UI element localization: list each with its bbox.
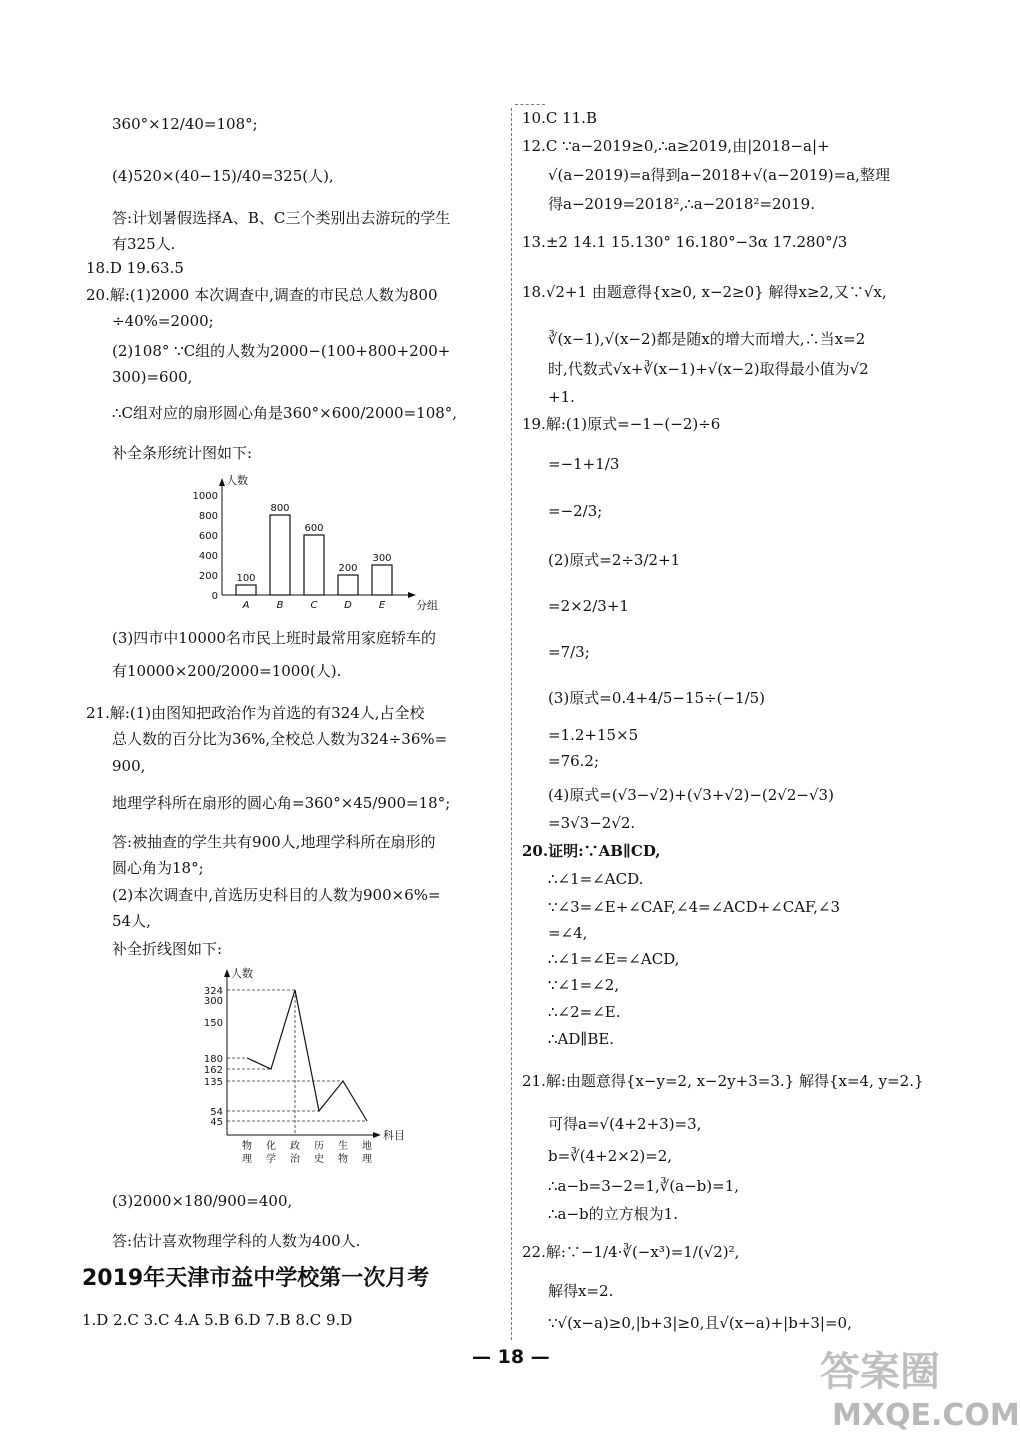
text-line: 答:被抽查的学生共有900人,地理学科所在扇形的 xyxy=(112,833,436,851)
text-line: 13.±2 14.1 15.130° 16.180°−3α 17.280°/3 xyxy=(522,233,848,251)
text-line: 18.√2+1 由题意得{x≥0, x−2≥0} 解得x≥2,又∵√x, xyxy=(522,283,887,301)
x-tick-label-top: 化 xyxy=(266,1141,276,1152)
watermark-url: MXQE.COM xyxy=(832,1398,1020,1433)
bar-chart xyxy=(180,470,440,620)
bar-value-label: 200 xyxy=(338,563,358,574)
x-tick-label: D xyxy=(344,600,352,611)
y-tick-label: 200 xyxy=(198,571,218,582)
text-line: ∴∠2=∠E. xyxy=(548,1003,621,1021)
bar xyxy=(270,515,290,595)
text-line: =7/3; xyxy=(548,643,590,661)
bar xyxy=(236,585,256,595)
x-tick-label-top: 生 xyxy=(338,1141,348,1152)
y-axis-arrow xyxy=(219,478,225,486)
x-tick-label-top: 物 xyxy=(242,1141,252,1152)
text-line: ∛(x−1),√(x−2)都是随x的增大而增大,∴当x=2 xyxy=(548,330,866,348)
x-tick-label-top: 历 xyxy=(314,1141,324,1152)
y-tick-label: 150 xyxy=(203,1018,223,1029)
x-axis-arrow xyxy=(373,1132,381,1138)
watermark-logo: 答案圈 xyxy=(820,1349,940,1395)
text-line: =−1+1/3 xyxy=(548,455,620,473)
text-line: ∵∠3=∠E+∠CAF,∠4=∠ACD+∠CAF,∠3 xyxy=(548,898,841,916)
y-tick-label: 300 xyxy=(203,996,223,1007)
text-line: 300)=600, xyxy=(112,368,193,386)
text-line: (3)2000×180/900=400, xyxy=(112,1192,293,1210)
y-tick-label: 600 xyxy=(198,531,218,542)
text-line: 20.证明:∵AB∥CD, xyxy=(522,842,661,860)
y-tick-label: 162 xyxy=(203,1065,223,1076)
text-line: √(a−2019)=a得到a−2018+√(a−2019)=a,整理 xyxy=(548,166,890,184)
y-tick-label: 0 xyxy=(211,591,218,602)
text-line: 360°×12/40=108°; xyxy=(112,115,258,133)
x-axis-arrow xyxy=(408,592,416,598)
y-tick-label: 45 xyxy=(210,1117,223,1128)
y-axis-label: 人数 xyxy=(226,474,248,487)
text-line: 可得a=√(4+2+3)=3, xyxy=(548,1115,702,1133)
y-tick-label: 54 xyxy=(210,1107,223,1118)
x-tick-label-bottom: 治 xyxy=(290,1154,300,1165)
x-tick-label-top: 地 xyxy=(362,1141,372,1152)
text-line: =1.2+15×5 xyxy=(548,726,639,744)
x-tick-label: B xyxy=(276,600,284,611)
section-heading: 2019年天津市益中学校第一次月考 xyxy=(82,1266,430,1291)
text-line: ÷40%=2000; xyxy=(112,312,214,330)
bar-value-label: 300 xyxy=(372,553,392,564)
x-tick-label: E xyxy=(378,600,386,611)
y-axis-label: 人数 xyxy=(231,967,253,980)
text-line: (4)原式=(√3−√2)+(√3+√2)−(2√2−√3) xyxy=(548,786,834,804)
text-line: b=∛(4+2×2)=2, xyxy=(548,1147,673,1165)
y-axis-arrow xyxy=(224,969,230,977)
text-line: (3)四市中10000名市民上班时最常用家庭轿车的 xyxy=(112,629,436,647)
text-line: 解得x=2. xyxy=(548,1282,614,1300)
text-line: =76.2; xyxy=(548,752,600,770)
x-tick-label-bottom: 史 xyxy=(314,1154,324,1165)
y-tick-label: 324 xyxy=(203,986,223,997)
x-tick-label-bottom: 理 xyxy=(242,1154,252,1165)
x-axis-label: 分组 xyxy=(416,599,438,612)
text-line: (2)108° ∵C组的人数为2000−(100+800+200+ xyxy=(112,342,451,360)
bar-value-label: 100 xyxy=(236,573,256,584)
text-line: (4)520×(40−15)/40=325(人), xyxy=(112,167,334,185)
text-line: (2)原式=2÷3/2+1 xyxy=(548,551,681,569)
text-line: 补全折线图如下: xyxy=(112,940,223,958)
text-line: 时,代数式√x+∛(x−1)+√(x−2)取得最小值为√2 xyxy=(548,360,869,378)
text-line: ∴C组对应的扇形圆心角是360°×600/2000=108°, xyxy=(112,404,458,422)
x-axis-label: 科目 xyxy=(383,1129,405,1142)
text-line: 补全条形统计图如下: xyxy=(112,444,253,462)
text-line: (3)原式=0.4+4/5−15÷(−1/5) xyxy=(548,689,766,707)
text-line: 答:计划暑假选择A、B、C三个类别出去游玩的学生 xyxy=(112,209,451,227)
text-line: ∵√(x−a)≥0,|b+3|≥0,且√(x−a)+|b+3|=0, xyxy=(548,1314,852,1332)
text-line: 20.解:(1)2000 本次调查中,调查的市民总人数为800 xyxy=(86,286,438,304)
top-dash xyxy=(515,104,545,105)
text-line: 12.C ∵a−2019≥0,∴a≥2019,由|2018−a|+ xyxy=(522,137,830,155)
bar-value-label: 800 xyxy=(270,503,290,514)
text-line: 54人, xyxy=(112,912,151,930)
bar-value-label: 600 xyxy=(304,523,324,534)
text-line: ∴∠1=∠ACD. xyxy=(548,870,644,888)
x-tick-label-top: 政 xyxy=(290,1141,300,1152)
y-tick-label: 800 xyxy=(198,511,218,522)
text-line: 答:估计喜欢物理学科的人数为400人. xyxy=(112,1232,361,1250)
text-line: 22.解:∵−1/4·∛(−x³)=1/(√2)², xyxy=(522,1243,740,1261)
x-tick-label: A xyxy=(242,600,250,611)
text-line: 21.解:(1)由图知把政治作为首选的有324人,占全校 xyxy=(86,704,425,722)
text-line: ∴∠1=∠E=∠ACD, xyxy=(548,950,680,968)
bar xyxy=(372,565,392,595)
text-line: ∴a−b的立方根为1. xyxy=(548,1205,678,1223)
text-line: 圆心角为18°; xyxy=(112,859,204,877)
text-line: =3√3−2√2. xyxy=(548,814,636,832)
series-line xyxy=(247,990,367,1121)
column-divider xyxy=(511,108,512,1340)
text-line: 地理学科所在扇形的圆心角=360°×45/900=18°; xyxy=(112,794,451,812)
x-tick-label-bottom: 学 xyxy=(266,1154,276,1165)
bar xyxy=(338,575,358,595)
x-tick-label: C xyxy=(310,600,318,611)
text-line: 18.D 19.63.5 xyxy=(86,259,184,277)
x-tick-label-bottom: 理 xyxy=(362,1154,372,1165)
x-tick-label-bottom: 物 xyxy=(338,1154,348,1165)
answer-row: 1.D 2.C 3.C 4.A 5.B 6.D 7.B 8.C 9.D xyxy=(82,1311,353,1329)
text-line: 得a−2019=2018²,∴a−2018²=2019. xyxy=(548,195,815,213)
text-line: ∴AD∥BE. xyxy=(548,1030,615,1048)
text-line: 10.C 11.B xyxy=(522,109,597,127)
bar xyxy=(304,535,324,595)
text-line: =∠4, xyxy=(548,924,588,942)
text-line: 19.解:(1)原式=−1−(−2)÷6 xyxy=(522,415,721,433)
text-line: 900, xyxy=(112,757,146,775)
text-line: 总人数的百分比为36%,全校总人数为324÷36%= xyxy=(112,730,448,748)
text-line: 21.解:由题意得{x−y=2, x−2y+3=3.} 解得{x=4, y=2.} xyxy=(522,1072,924,1090)
text-line: 有325人. xyxy=(112,235,176,253)
line-chart xyxy=(185,965,410,1170)
page-number: — 18 — xyxy=(472,1346,550,1368)
text-line: (2)本次调查中,首选历史科目的人数为900×6%= xyxy=(112,886,441,904)
text-line: =−2/3; xyxy=(548,502,603,520)
y-tick-label: 135 xyxy=(203,1077,223,1088)
y-tick-label: 400 xyxy=(198,551,218,562)
text-line: ∴a−b=3−2=1,∛(a−b)=1, xyxy=(548,1177,740,1195)
text-line: =2×2/3+1 xyxy=(548,597,629,615)
y-tick-label: 180 xyxy=(203,1054,223,1065)
text-line: ∵∠1=∠2, xyxy=(548,976,620,994)
y-tick-label: 1000 xyxy=(192,491,218,502)
text-line: 有10000×200/2000=1000(人). xyxy=(112,662,342,680)
text-line: +1. xyxy=(548,388,575,406)
